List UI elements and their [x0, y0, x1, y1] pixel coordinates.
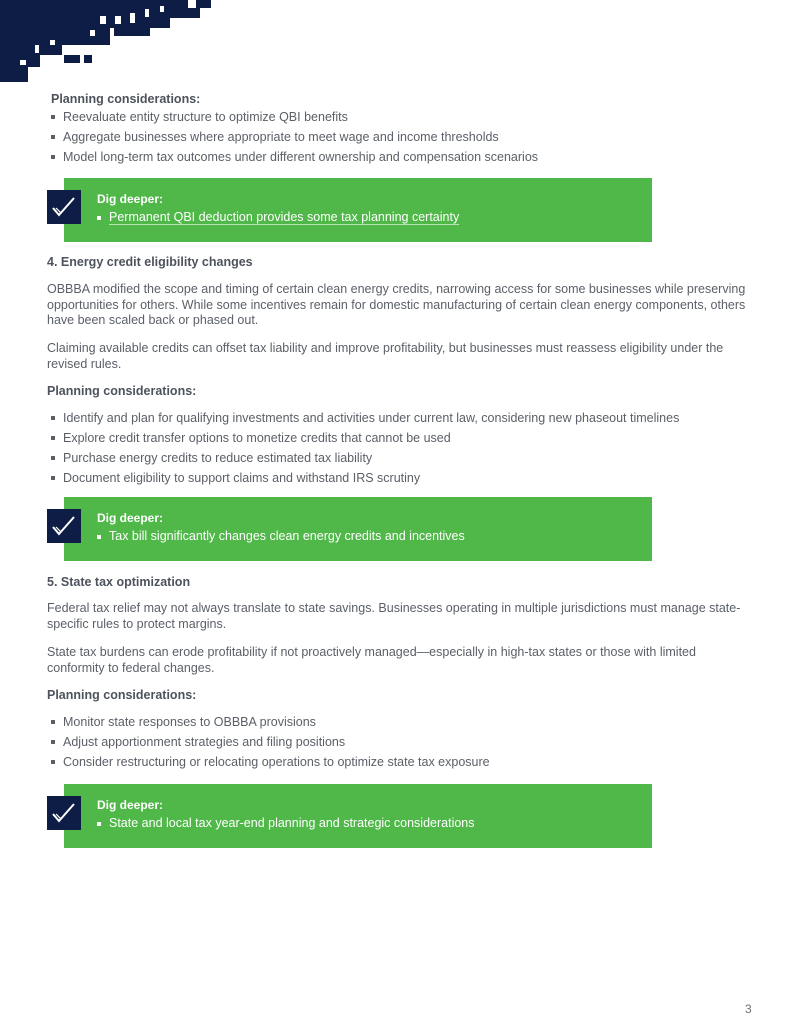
checkmark-icon	[47, 796, 81, 830]
planning-heading: Planning considerations:	[47, 384, 197, 398]
dig-deeper-link-state[interactable]: State and local tax year-end planning and strategic considerations	[97, 816, 475, 830]
state-planning-block	[47, 712, 767, 772]
dig-deeper-title: Dig deeper:	[97, 798, 164, 812]
list-item: Adjust apportionment strategies and filing positions	[47, 732, 767, 752]
list-item: Model long-term tax outcomes under different ownership and compensation scenarios	[47, 147, 767, 167]
list-item: Explore credit transfer options to monetize credits that cannot be used	[47, 428, 767, 448]
list-item: Consider restructuring or relocating operations to optimize state tax exposure	[47, 752, 767, 772]
list-item: Identify and plan for qualifying investments and activities under current law, considering new phaseout timelines	[47, 408, 767, 428]
dig-deeper-box-state	[64, 784, 652, 848]
checkmark-icon	[47, 190, 81, 224]
planning-heading: Planning considerations:	[51, 92, 201, 106]
list-item: Purchase energy credits to reduce estimated tax liability	[47, 448, 767, 468]
planning-heading: Planning considerations:	[47, 688, 197, 702]
dig-deeper-title: Dig deeper:	[97, 192, 164, 206]
list-item: Document eligibility to support claims and withstand IRS scrutiny	[47, 468, 767, 488]
state-planning-list	[47, 712, 767, 772]
energy-paragraph-1: OBBBA modified the scope and timing of certain clean energy credits, narrowing access for some businesses while preserving opportunities for others. While some incentives remain for domestic manufacturing of certain clean energy components, others have been scaled back or phased out.	[47, 282, 746, 327]
qbi-planning-block	[47, 92, 767, 167]
corner-pixel-graphic	[0, 0, 215, 82]
list-item: Reevaluate entity structure to optimize QBI benefits	[47, 107, 767, 127]
section-heading-energy: 4. Energy credit eligibility changes	[47, 255, 253, 269]
qbi-planning-list	[47, 107, 767, 167]
energy-planning-block	[47, 408, 767, 488]
section-heading-state: 5. State tax optimization	[47, 575, 191, 589]
list-item: Aggregate businesses where appropriate to meet wage and income thresholds	[47, 127, 767, 147]
checkmark-icon	[47, 509, 81, 543]
page-number: 3	[745, 1002, 752, 1016]
dig-deeper-box-energy	[64, 497, 652, 561]
energy-planning-list	[47, 408, 767, 488]
dig-deeper-link-qbi[interactable]: Permanent QBI deduction provides some tax planning certainty	[97, 210, 459, 224]
energy-paragraph-2: Claiming available credits can offset tax liability and improve profitability, but businesses must reassess eligibility under the revised rules.	[47, 341, 724, 371]
dig-deeper-title: Dig deeper:	[97, 511, 164, 525]
dig-deeper-box-qbi	[64, 178, 652, 242]
state-paragraph-1: Federal tax relief may not always translate to state savings. Businesses operating in multiple jurisdictions must manage state-specific rules to protect margins.	[47, 601, 741, 631]
dig-deeper-link-energy[interactable]: Tax bill significantly changes clean energy credits and incentives	[97, 529, 465, 543]
list-item: Monitor state responses to OBBBA provisions	[47, 712, 767, 732]
state-paragraph-2: State tax burdens can erode profitability if not proactively managed—especially in high-tax states or those with limited conformity to federal changes.	[47, 645, 696, 675]
